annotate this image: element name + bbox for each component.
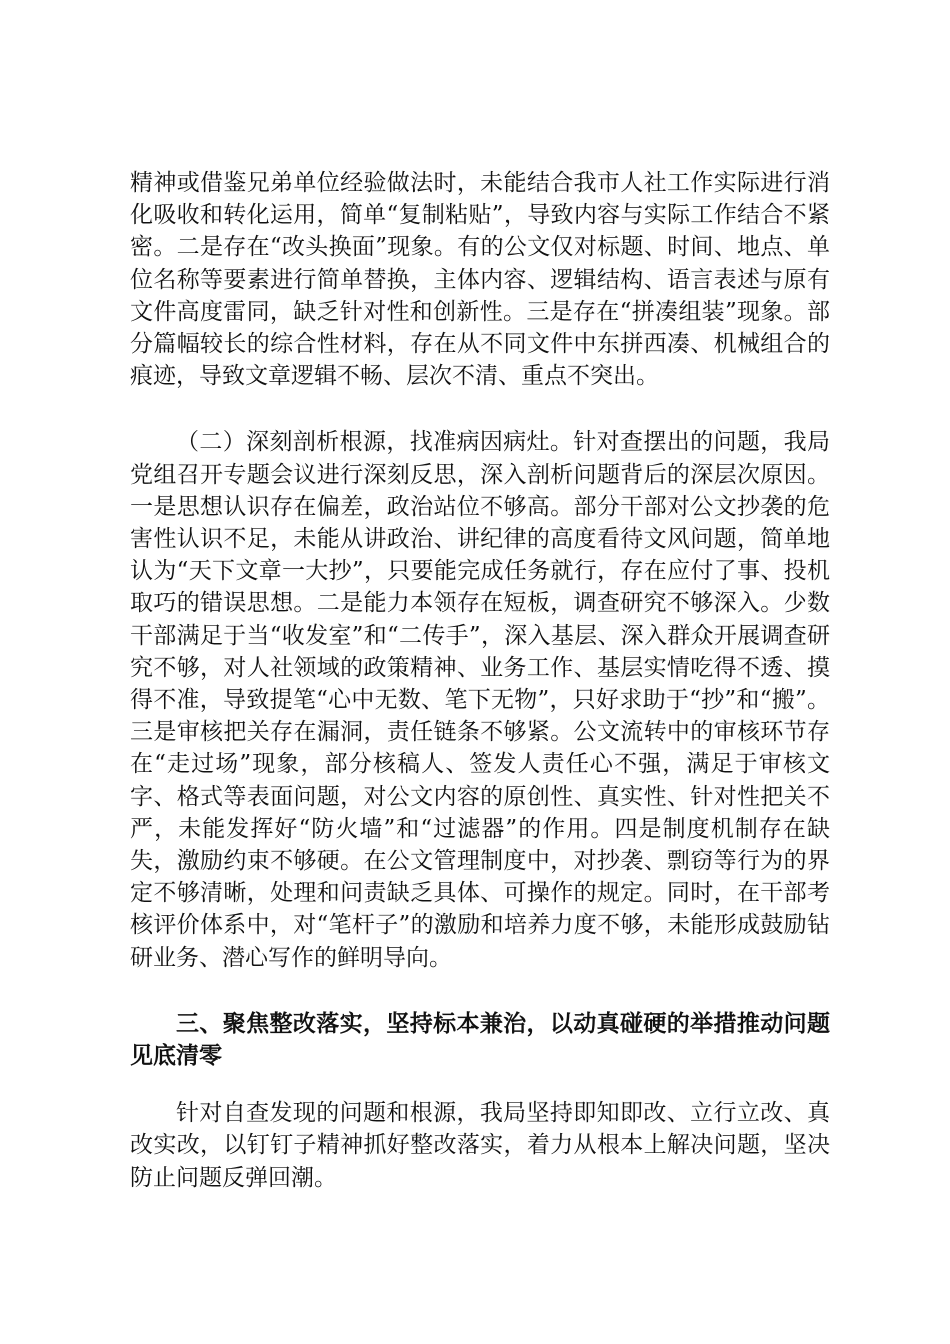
paragraph-continuation: 精神或借鉴兄弟单位经验做法时，未能结合我市人社工作实际进行消化吸收和转化运用，简单“复制粘贴”，导致内容与实际工作结合不紧密。二是存在“改头换面”现象。有的公文仅对标题、时间、地点、单位名称等要素进行简单替换，主体内容、逻辑结构、语言表述与原有文件高度雷同，缺乏针对性和创新性。三是存在“拼凑组装”现象。部分篇幅较长的综合性材料，存在从不同文件中东拼西凑、机械组合的痕迹，导致文章逻辑不畅、层次不清、重点不突出。 — [130, 170, 830, 390]
paragraph-section-two: （二）深刻剖析根源，找准病因病灶。针对查摆出的问题，我局党组召开专题会议进行深刻反思，深入剖析问题背后的深层次原因。一是思想认识存在偏差，政治站位不够高。部分干部对公文抄袭的危害性认识不足，未能从讲政治、讲纪律的高度看待文风问题，简单地认为“天下文章一大抄”，只要能完成任务就行，存在应付了事、投机取巧的错误思想。二是能力本领存在短板，调查研究不够深入。少数干部满足于当“收发室”和“二传手”，深入基层、深入群众开展调查研究不够，对人社领域的政策精神、业务工作、基层实情吃得不透、摸得不准，导致提笔“心中无数、笔下无物”，只好求助于“抄”和“搬”。三是审核把关存在漏洞，责任链条不够紧。公文流转中的审核环节存在“走过场”现象，部分核稿人、签发人责任心不强，满足于审核文字、格式等表面问题，对公文内容的原创性、真实性、针对性把关不严，未能发挥好“防火墙”和“过滤器”的作用。四是制度机制存在缺失，激励约束不够硬。在公文管理制度中，对抄袭、剽窃等行为的界定不够清晰，处理和问责缺乏具体、可操作的规定。同时，在干部考核评价体系中，对“笔杆子”的激励和培养力度不够，未能形成鼓励钻研业务、潜心写作的鲜明导向。 — [130, 429, 830, 971]
paragraph-section-three-intro: 针对自查发现的问题和根源，我局坚持即知即改、立行立改、真改实改，以钉钉子精神抓好整改落实，着力从根本上解决问题，坚决防止问题反弹回潮。 — [130, 1100, 830, 1191]
document-body — [130, 167, 830, 1194]
section-heading-three: 三、聚焦整改落实，坚持标本兼治，以动真碰硬的举措推动问题见底清零 — [130, 1009, 830, 1070]
